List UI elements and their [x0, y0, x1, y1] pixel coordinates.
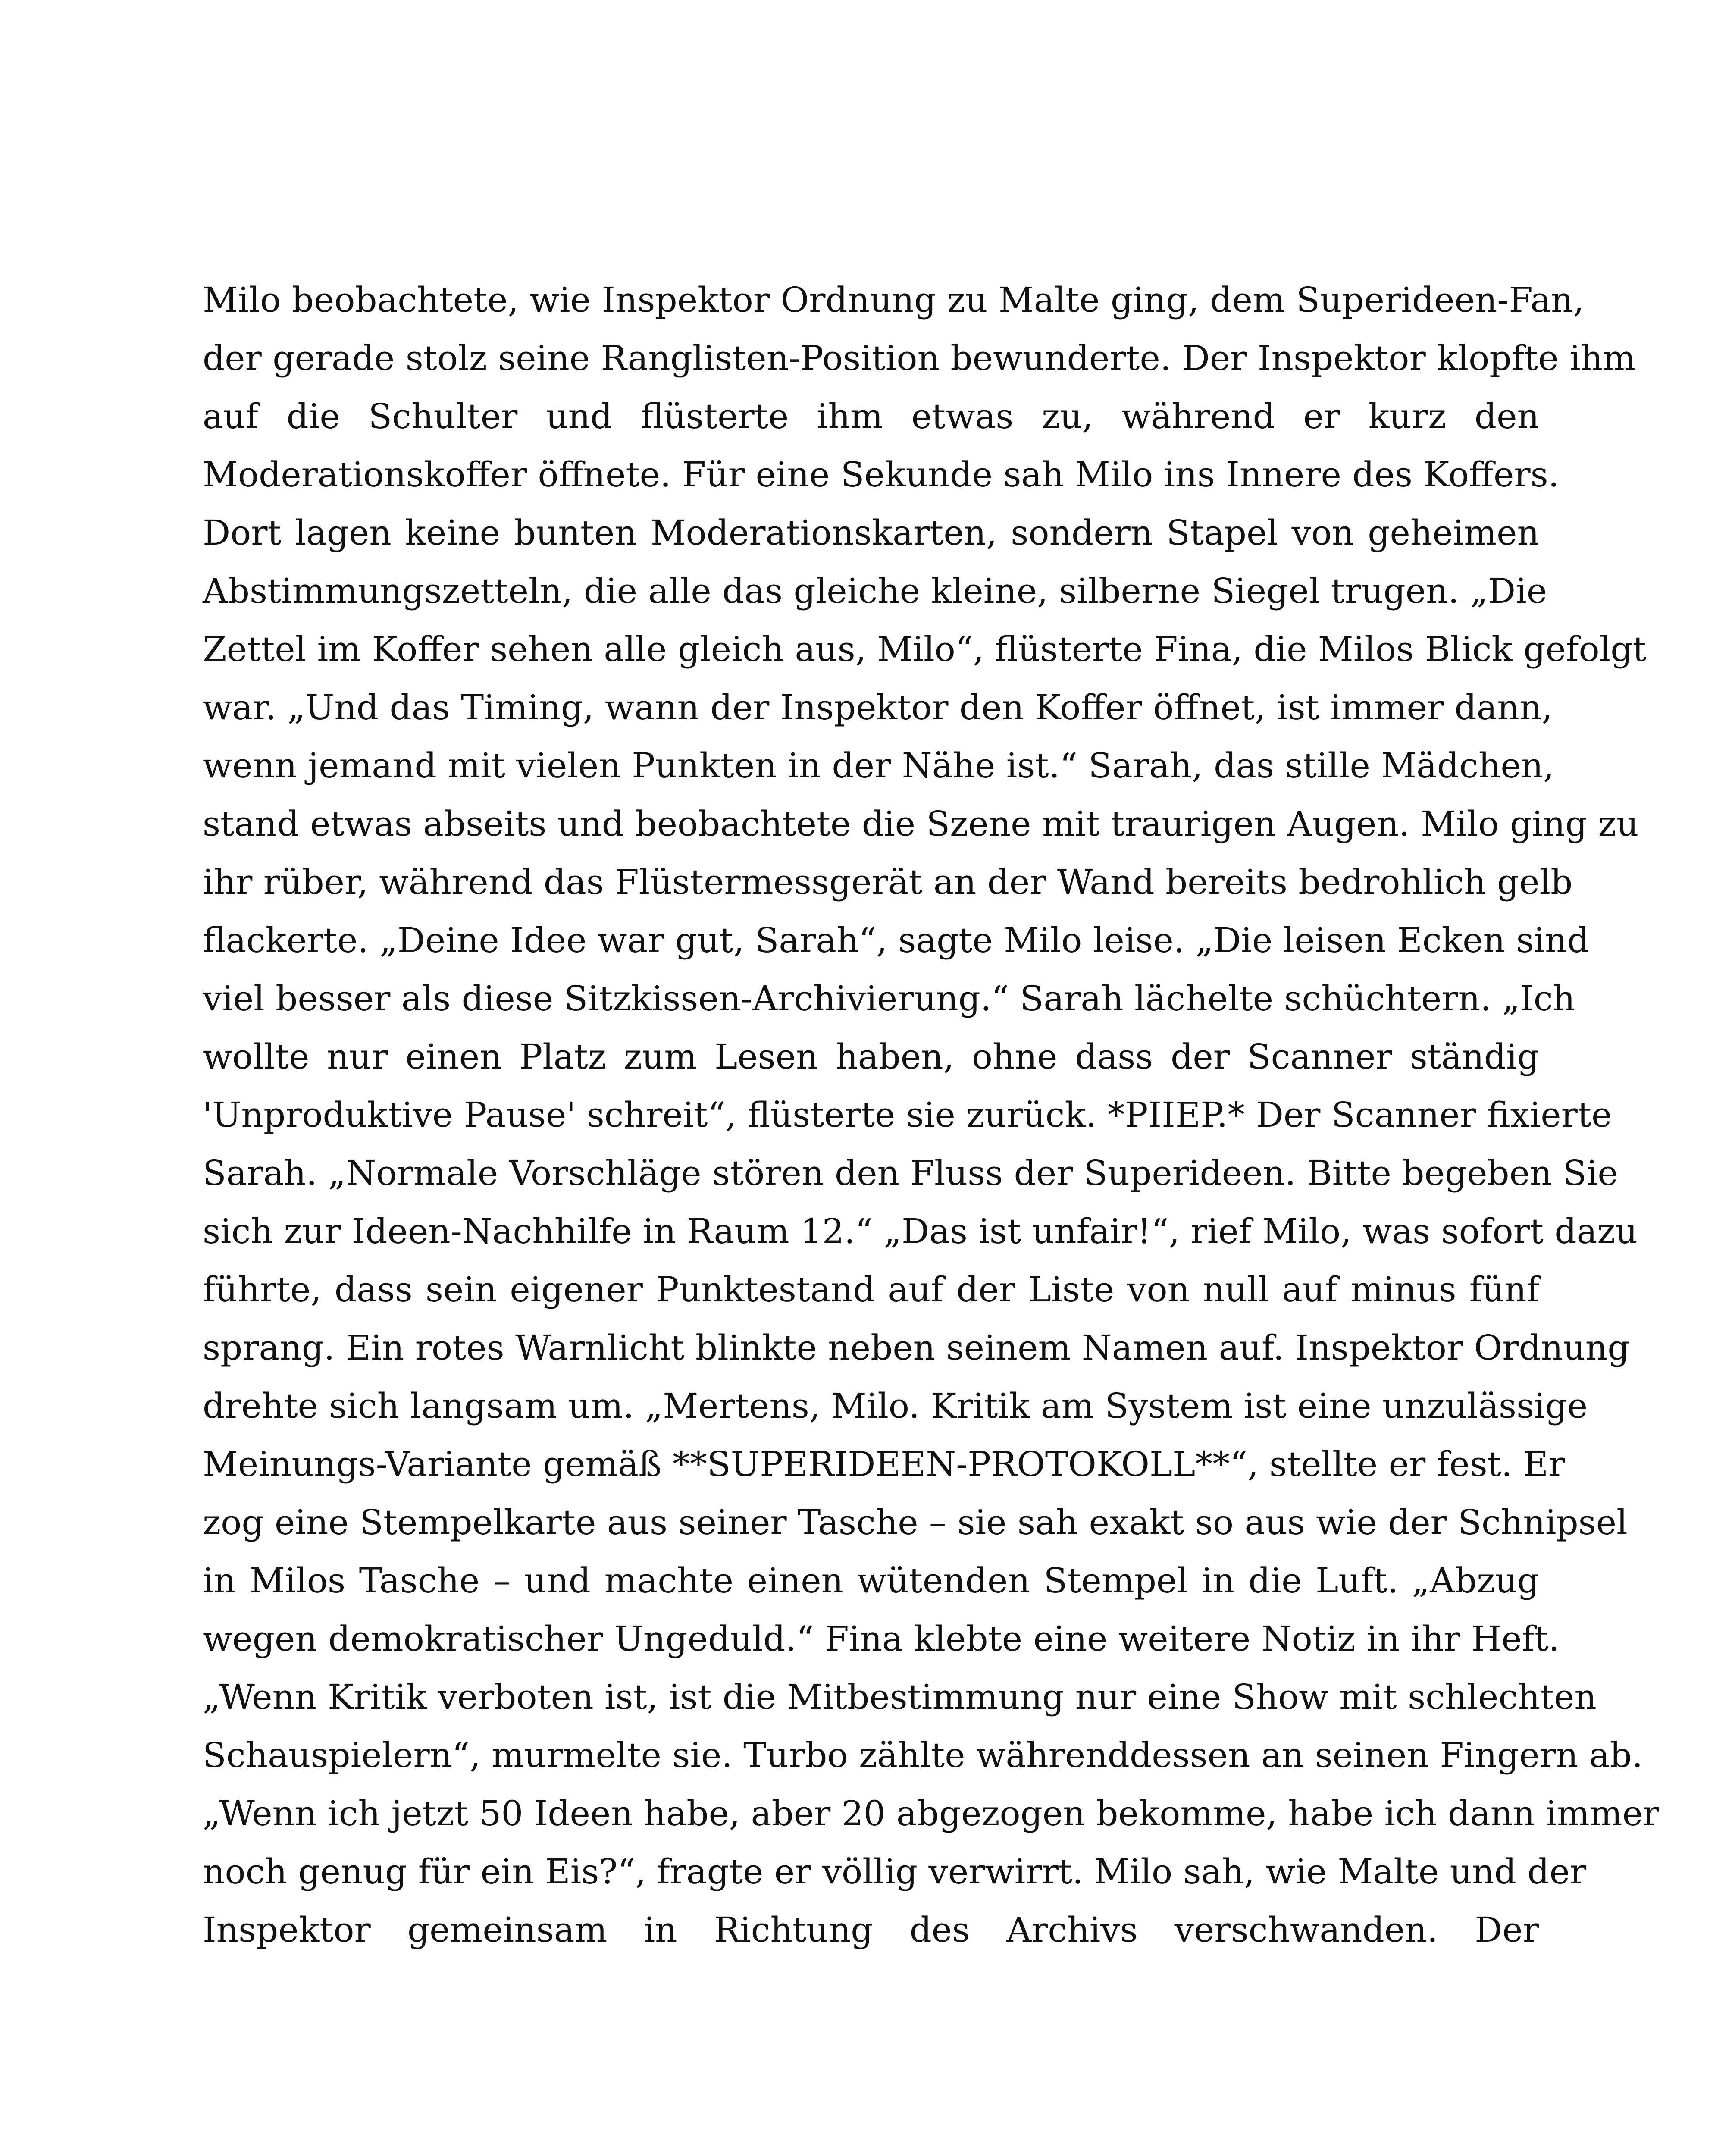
text-line: „Wenn ich jetzt 50 Ideen habe, aber 20 abgezogen bekomme, habe ich dann immer [203, 1793, 1660, 1833]
text-line: auf die Schulter und flüsterte ihm etwas zu, während er kurz den [203, 396, 1539, 436]
text-line: führte, dass sein eigener Punktestand auf der Liste von null auf minus fünf [203, 1269, 1539, 1310]
text-line: Meinungs-Variante gemäß **SUPERIDEEN-PROTOKOLL**“, stellte er fest. Er [203, 1444, 1565, 1484]
text-line: war. „Und das Timing, wann der Inspektor den Koffer öffnet, ist immer dann, [203, 687, 1553, 727]
text-line: der gerade stolz seine Ranglisten-Position bewunderte. Der Inspektor klopfte ihm [203, 338, 1636, 378]
body-paragraph [203, 271, 1660, 1959]
text-line: 'Unproduktive Pause' schreit“, flüsterte sie zurück. *PIIEP.* Der Scanner fixierte [203, 1095, 1612, 1135]
text-line: sprang. Ein rotes Warnlicht blinkte neben seinem Namen auf. Inspektor Ordnung [203, 1328, 1630, 1368]
text-line: Moderationskoffer öffnete. Für eine Sekunde sah Milo ins Innere des Koffers. [203, 454, 1560, 495]
text-line: Sarah. „Normale Vorschläge stören den Fluss der Superideen. Bitte begeben Sie [203, 1153, 1618, 1193]
text-line: Milo beobachtete, wie Inspektor Ordnung zu Malte ging, dem Superideen-Fan, [203, 280, 1585, 320]
text-line: viel besser als diese Sitzkissen-Archivierung.“ Sarah lächelte schüchtern. „Ich [203, 978, 1575, 1018]
text-line: Schauspielern“, murmelte sie. Turbo zählte währenddessen an seinen Fingern ab. [203, 1735, 1643, 1775]
text-line: Dort lagen keine bunten Moderationskarten, sondern Stapel von geheimen [203, 513, 1539, 553]
text-line: drehte sich langsam um. „Mertens, Milo. Kritik am System ist eine unzulässige [203, 1386, 1588, 1426]
text-line: Zettel im Koffer sehen alle gleich aus, Milo“, flüsterte Fina, die Milos Blick gefolgt [203, 629, 1647, 669]
text-line: wegen demokratischer Ungeduld.“ Fina klebte eine weitere Notiz in ihr Heft. [203, 1619, 1560, 1659]
text-line: sich zur Ideen-Nachhilfe in Raum 12.“ „Das ist unfair!“, rief Milo, was sofort dazu [203, 1211, 1638, 1251]
text-line: wenn jemand mit vielen Punkten in der Nähe ist.“ Sarah, das stille Mädchen, [203, 746, 1554, 786]
text-line: stand etwas abseits und beobachtete die Szene mit traurigen Augen. Milo ging zu [203, 804, 1639, 844]
text-line: wollte nur einen Platz zum Lesen haben, ohne dass der Scanner ständig [203, 1037, 1539, 1077]
text-line: in Milos Tasche – und machte einen wütenden Stempel in die Luft. „Abzug [203, 1561, 1539, 1601]
text-line: zog eine Stempelkarte aus seiner Tasche – sie sah exakt so aus wie der Schnipsel [203, 1502, 1628, 1542]
text-line: flackerte. „Deine Idee war gut, Sarah“, sagte Milo leise. „Die leisen Ecken sind [203, 920, 1589, 960]
text-line: Inspektor gemeinsam in Richtung des Archivs verschwanden. Der [203, 1910, 1539, 1950]
text-line: ihr rüber, während das Flüstermessgerät an der Wand bereits bedrohlich gelb [203, 862, 1573, 902]
text-line: „Wenn Kritik verboten ist, ist die Mitbestimmung nur eine Show mit schlechten [203, 1677, 1597, 1717]
text-line: Abstimmungszetteln, die alle das gleiche kleine, silberne Siegel trugen. „Die [203, 571, 1547, 611]
text-line: noch genug für ein Eis?“, fragte er völlig verwirrt. Milo sah, wie Malte und der [203, 1852, 1587, 1892]
